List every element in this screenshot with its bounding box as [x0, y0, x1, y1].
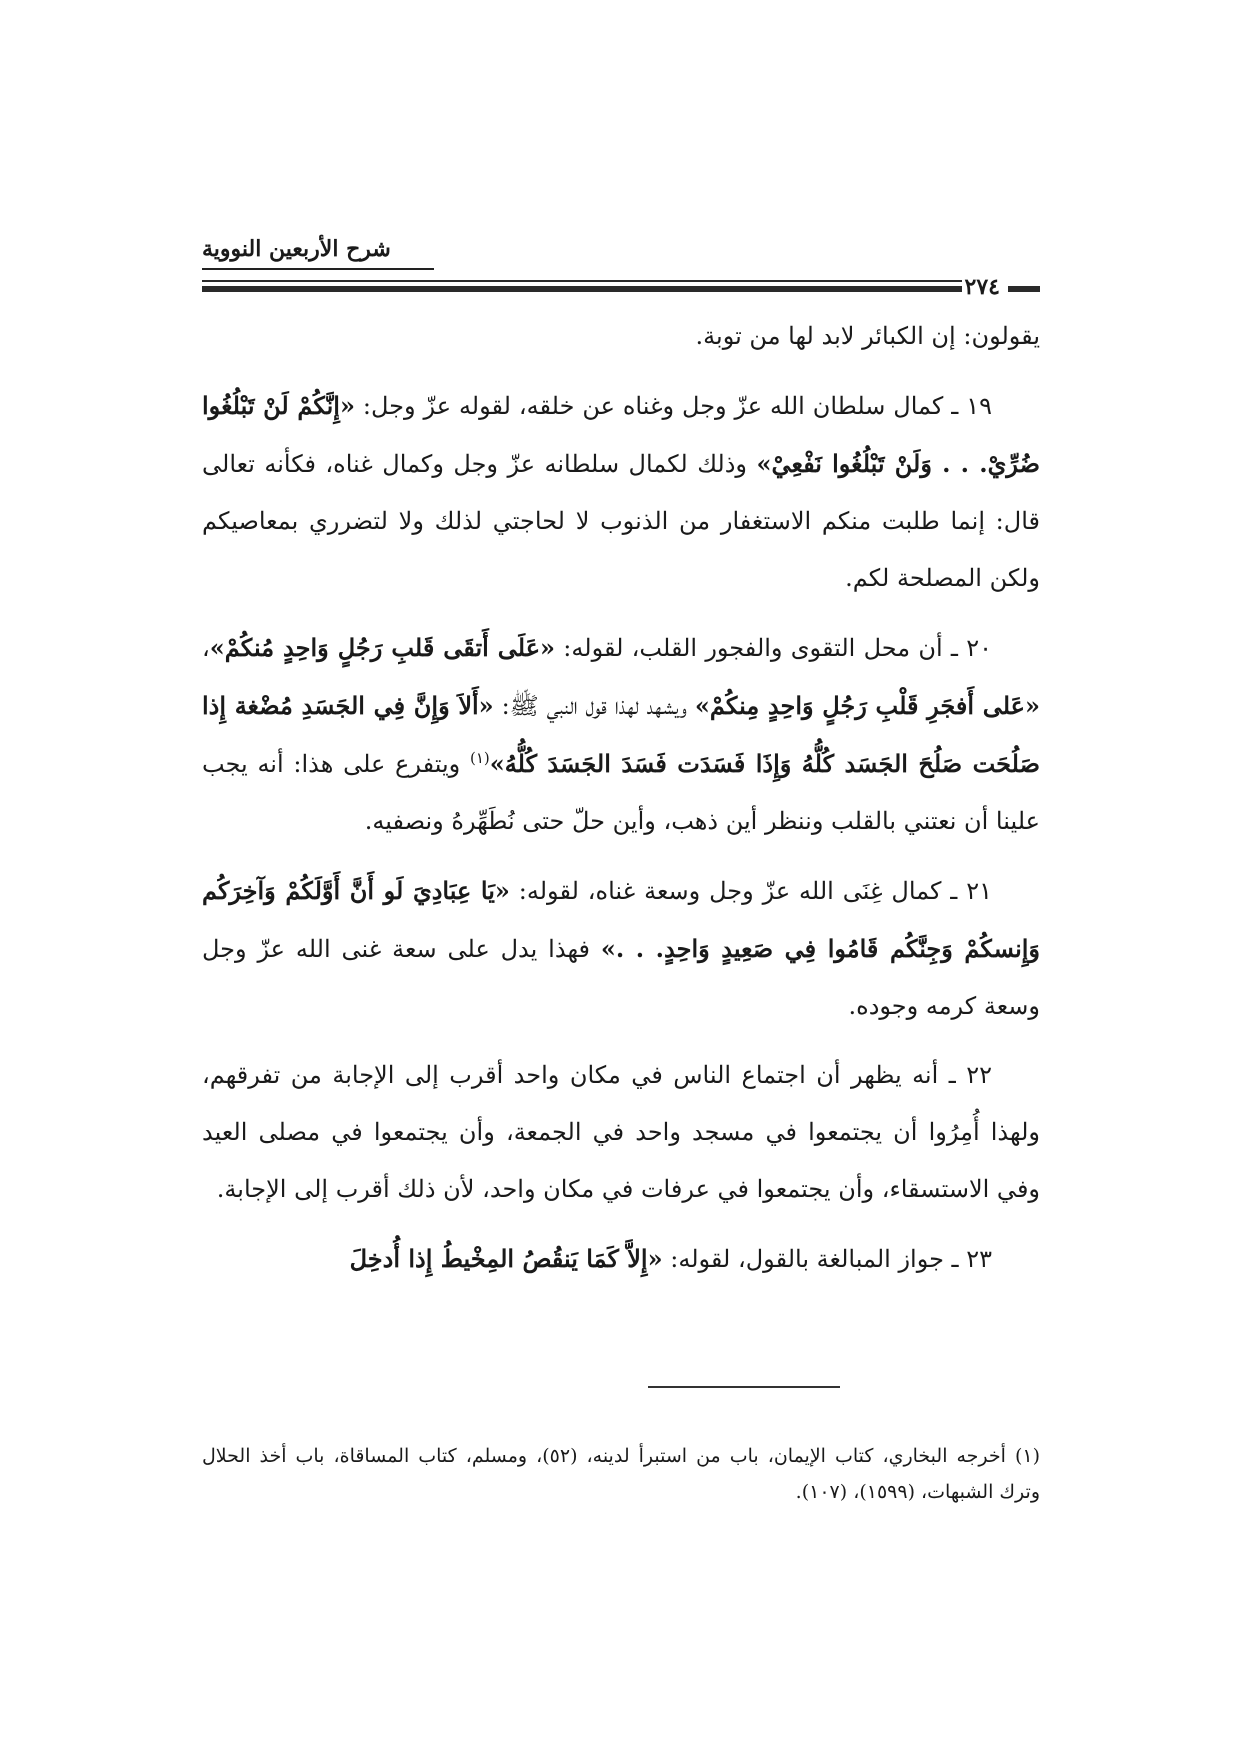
paragraph-continuation: يقولون: إن الكبائر لابد لها من توبة. — [695, 322, 1040, 350]
paragraph-22: ٢٢ ـ أنه يظهر أن اجتماع الناس في مكان واحد أقرب إلى الإجابة من تفرقهم، ولهذا أُمِرُوا أن يجتمعوا في مسجد واحد في الجمعة، وأن يجتمعوا في مصلى العيد وفي الاستسقاء، وأن يجتمعوا في عرفات في مكان واحد، لأن ذلك أقرب إلى الإجابة. — [202, 1061, 1040, 1203]
header-rule — [202, 286, 962, 292]
footnote-1: (١) أخرجه البخاري، كتاب الإيمان، باب من استبرأ لدينه، (٥٢)، ومسلم، كتاب المساقاة، باب أخذ الحلال وترك الشبهات، (١٥٩٩)، (١٠٧). — [202, 1445, 1040, 1503]
paragraph-23: ٢٣ ـ جواز المبالغة بالقول، لقوله: «إِلاَّ كَمَا يَنقُصُ المِخْيطُ إِذا أُدخِلَ — [349, 1244, 992, 1273]
paragraph-20: ٢٠ ـ أن محل التقوى والفجور القلب، لقوله: «عَلَى أَتقَى قَلبِ رَجُلٍ وَاحِدٍ مُنكُمْ»، «عَلى أَفجَرِ قَلْبِ رَجُلٍ وَاحِدٍ مِنكُمْ» ويشهد لهذا قول النبي ﷺ: «أَلاَ وَإِنَّ فِي الجَسَدِ مُضْغة إِذا صَلُحَت صَلُحَ الجَسَد كُلُّهُ وَإِذَا فَسَدَت فَسَدَ الجَسَدَ كُلُّهُ»$^{(١)}$ ويتفرع على هذا: أنه يجب علينا أن نعتني بالقلب وننظر أين ذهب، وأين حلّ حتى نُطَهِّرهُ ونصفيه. — [202, 633, 1040, 835]
main-text — [202, 308, 1040, 1288]
page-number: ٢٧٤ — [964, 274, 1000, 300]
footnote-reference: (١) — [469, 749, 490, 767]
quoted-verse: «إِنَّكُمْ لَنْ تَبْلُغُوا ضُرِّيْ. . . وَلَنْ تَبْلُغُوا نَفْعِيْ» — [202, 391, 1040, 478]
quoted-hadith: «عَلى أَفجَرِ قَلْبِ رَجُلٍ وَاحِدٍ مِنكُمْ» — [694, 691, 1040, 720]
paragraph-19: ١٩ ـ كمال سلطان الله عزّ وجل وغناه عن خلقه، لقوله عزّ وجل: «إِنَّكُمْ لَنْ تَبْلُغُوا ضُرِّيْ. . . وَلَنْ تَبْلُغُوا نَفْعِيْ» وذلك لكمال سلطانه عزّ وجل وكمال غناه، فكأنه تعالى قال: إنما طلبت منكم الاستغفار من الذنوب لا لحاجتي لذلك ولا لتضرري بمعاصيكم ولكن المصلحة لكم. — [202, 391, 1040, 592]
title-underline — [202, 268, 434, 270]
footnotes — [202, 1438, 1040, 1510]
paragraph-21: ٢١ ـ كمال غِنَى الله عزّ وجل وسعة غناه، لقوله: «يَا عِبَادِيَ لَو أَنَّ أَوَّلَكُمْ وَآخِرَكُم وَإِنسكُمْ وَجِنَّكُم قَامُوا فِي صَعِيدٍ وَاحِدٍ. . .» فهذا يدل على سعة غنى الله عزّ وجل وسعة كرمه وجوده. — [202, 876, 1041, 1020]
quoted-hadith: «يَا عِبَادِيَ لَو أَنَّ أَوَّلَكُمْ وَآخِرَكُم وَإِنسكُمْ وَجِنَّكُم قَامُوا فِي صَعِيدٍ وَاحِدٍ. . .» — [202, 876, 1041, 963]
header-rule-thin — [202, 280, 962, 282]
footnote-separator — [648, 1386, 840, 1388]
quoted-hadith: «أَلاَ وَإِنَّ فِي الجَسَدِ مُضْغة إِذا صَلُحَت صَلُحَ الجَسَد كُلُّهُ وَإِذَا فَسَدَت فَسَدَ الجَسَدَ كُلُّهُ» — [202, 691, 1040, 778]
quoted-hadith: «إِلاَّ كَمَا يَنقُصُ المِخْيطُ إِذا أُدخِلَ — [349, 1244, 663, 1273]
quoted-hadith: «عَلَى أَتقَى قَلبِ رَجُلٍ وَاحِدٍ مُنكُمْ» — [209, 633, 556, 662]
book-title: شرح الأربعين النووية — [202, 236, 391, 262]
page-number-dash — [1008, 286, 1040, 292]
running-header — [202, 236, 1040, 300]
